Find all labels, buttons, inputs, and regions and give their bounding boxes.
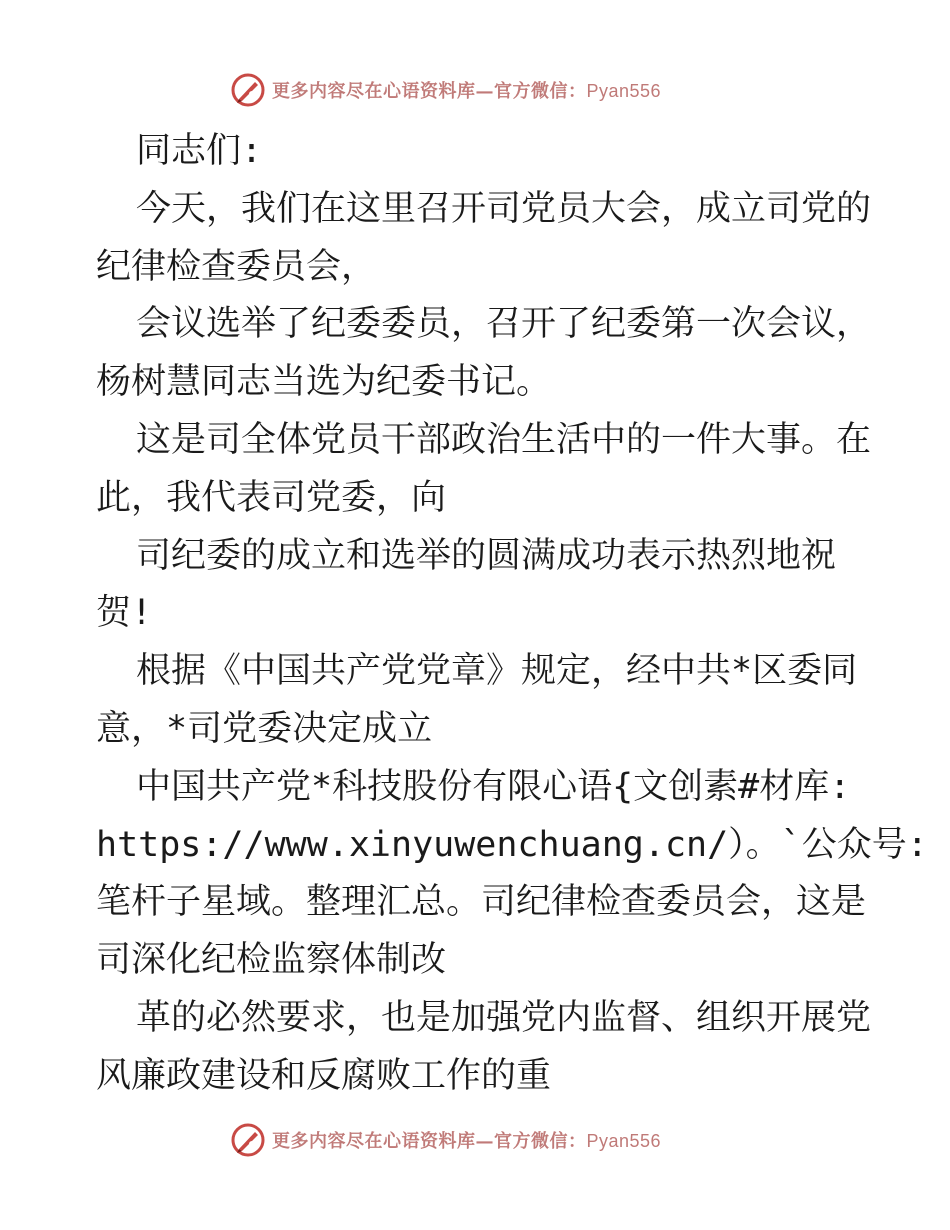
text-line: 此，我代表司党委，向 [96, 477, 447, 518]
text-line: 今天，我们在这里召开司党员大会，成立司党的 [136, 188, 872, 229]
text-line: https://www.xinyuwenchuang.cn/）。`公众号: [96, 824, 928, 865]
text-line: 会议选举了纪委委员，召开了纪委第一次会议， [136, 304, 872, 345]
watermark-text: 更多内容尽在心语资料库—官方微信：Pyan556 [272, 1131, 662, 1152]
header-watermark [230, 70, 661, 110]
pen-logo-icon [230, 1122, 266, 1158]
text-line: 意，*司党委决定成立 [96, 708, 433, 749]
text-line: 根据《中国共产党党章》规定，经中共*区委同 [136, 651, 858, 692]
text-line: 杨树慧同志当选为纪委书记。 [96, 362, 552, 403]
text-line: 纪律检查委员会， [96, 246, 377, 287]
text-line: 司深化纪检监察体制改 [96, 940, 447, 981]
pen-logo-icon [230, 72, 266, 108]
footer-watermark [230, 1120, 661, 1160]
text-line: 贺! [96, 593, 153, 634]
text-line: 笔杆子星域。整理汇总。司纪律检查委员会，这是 [96, 882, 867, 923]
watermark-text: 更多内容尽在心语资料库—官方微信：Pyan556 [272, 81, 662, 102]
text-line: 司纪委的成立和选举的圆满成功表示热烈地祝 [136, 535, 837, 576]
text-line: 同志们: [136, 131, 263, 171]
text-line: 革的必然要求，也是加强党内监督、组织开展党 [136, 997, 872, 1038]
text-line: 中国共产党*科技股份有限心语{文创素#材库: [136, 766, 851, 807]
text-line: 风廉政建设和反腐败工作的重 [96, 1055, 552, 1096]
document-body [96, 123, 928, 1106]
text-line: 这是司全体党员干部政治生活中的一件大事。在 [136, 419, 872, 460]
